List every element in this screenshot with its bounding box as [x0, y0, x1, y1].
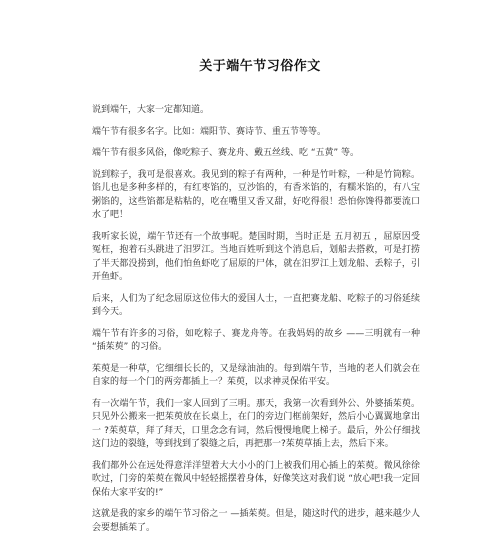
paragraph: 后来，人们为了纪念屈原这位伟大的爱国人士，一直把赛龙船、吃粽子的习俗延续到今天。 [92, 293, 420, 317]
paragraph: 这就是我的家乡的端午节习俗之一 —插茱萸。但是，随这时代的进步，越来越少人会要想插茱了。 [92, 509, 420, 533]
paragraph: 我们都外公在远处得意洋洋望着大大小小的门上被我们用心插上的茱萸。微风徐徐吹过，门旁的茱萸在微风中轻轻摇摆着身体，好像笑这对我们说 “放心吧!我一定回保佑大家平安的!” [92, 460, 420, 498]
document-title: 关于端午节习俗作文 [199, 59, 321, 74]
paragraph: 我听家长说，端午节还有一个故事呢。楚国时期，当时正是 五月初五 ，屈原因受冤枉，抱着石头跳进了汨罗江。当地百姓听到这个消息后，划船去搭救，可是打捞了半天都没捞到，他们怕鱼虾吃了屈原的尸体，就在汨罗江上划龙船、丢粽子，引开鱼虾。 [92, 231, 420, 282]
paragraph: 说到粽子，我可是很喜欢。我见到的粽子有两种，一种是竹叶粽，一种是竹筒粽。馅儿也是多种多样的，有红枣馅的，豆沙馅的，有香米馅的，有糯米馅的，有八宝粥馅的，这些馅都是粘粘的，吃在嘴里又香又甜，好吃得很！恐怕你馋得都要流口水了吧！ [92, 169, 420, 220]
paragraph: 茱萸是一种草，它细细长长的，又是绿油油的。每到端午节，当地的老人们就会在自家的每一个门的两旁都插上一？茱萸，以求神灵保佑平安。 [92, 363, 420, 387]
paragraph: 有一次端午节，我们一家人回到了三明。那天，我第一次看到外公、外婆插茱萸。只见外公搬来一把茱萸放在长桌上，在门的旁边门框前架好，然后小心翼翼地拿出一 ?茱萸草，拜了拜天，口里念念有词，然后慢慢地爬上梯子。最后，外公仔细找这门边的裂缝，等到找到了裂缝之后，再把那一?茱萸草插上去，然后下来。 [92, 398, 420, 449]
document-body [92, 104, 420, 535]
paragraph: 端午节有很多名字。比如：端阳节、赛诗节、重五节等等。 [92, 126, 327, 137]
paragraph: 端午节有很多风俗，像吃粽子、赛龙舟、戴五丝线、吃 “五黄” 等。 [92, 148, 360, 158]
paragraph: 端午节有许多的习俗，如吃粽子、赛龙舟等。在我妈妈的故乡 ——三明就有一种 “插茱萸” 的习俗。 [92, 328, 420, 352]
paragraph: 说到端午，大家一定都知道。 [92, 105, 210, 115]
